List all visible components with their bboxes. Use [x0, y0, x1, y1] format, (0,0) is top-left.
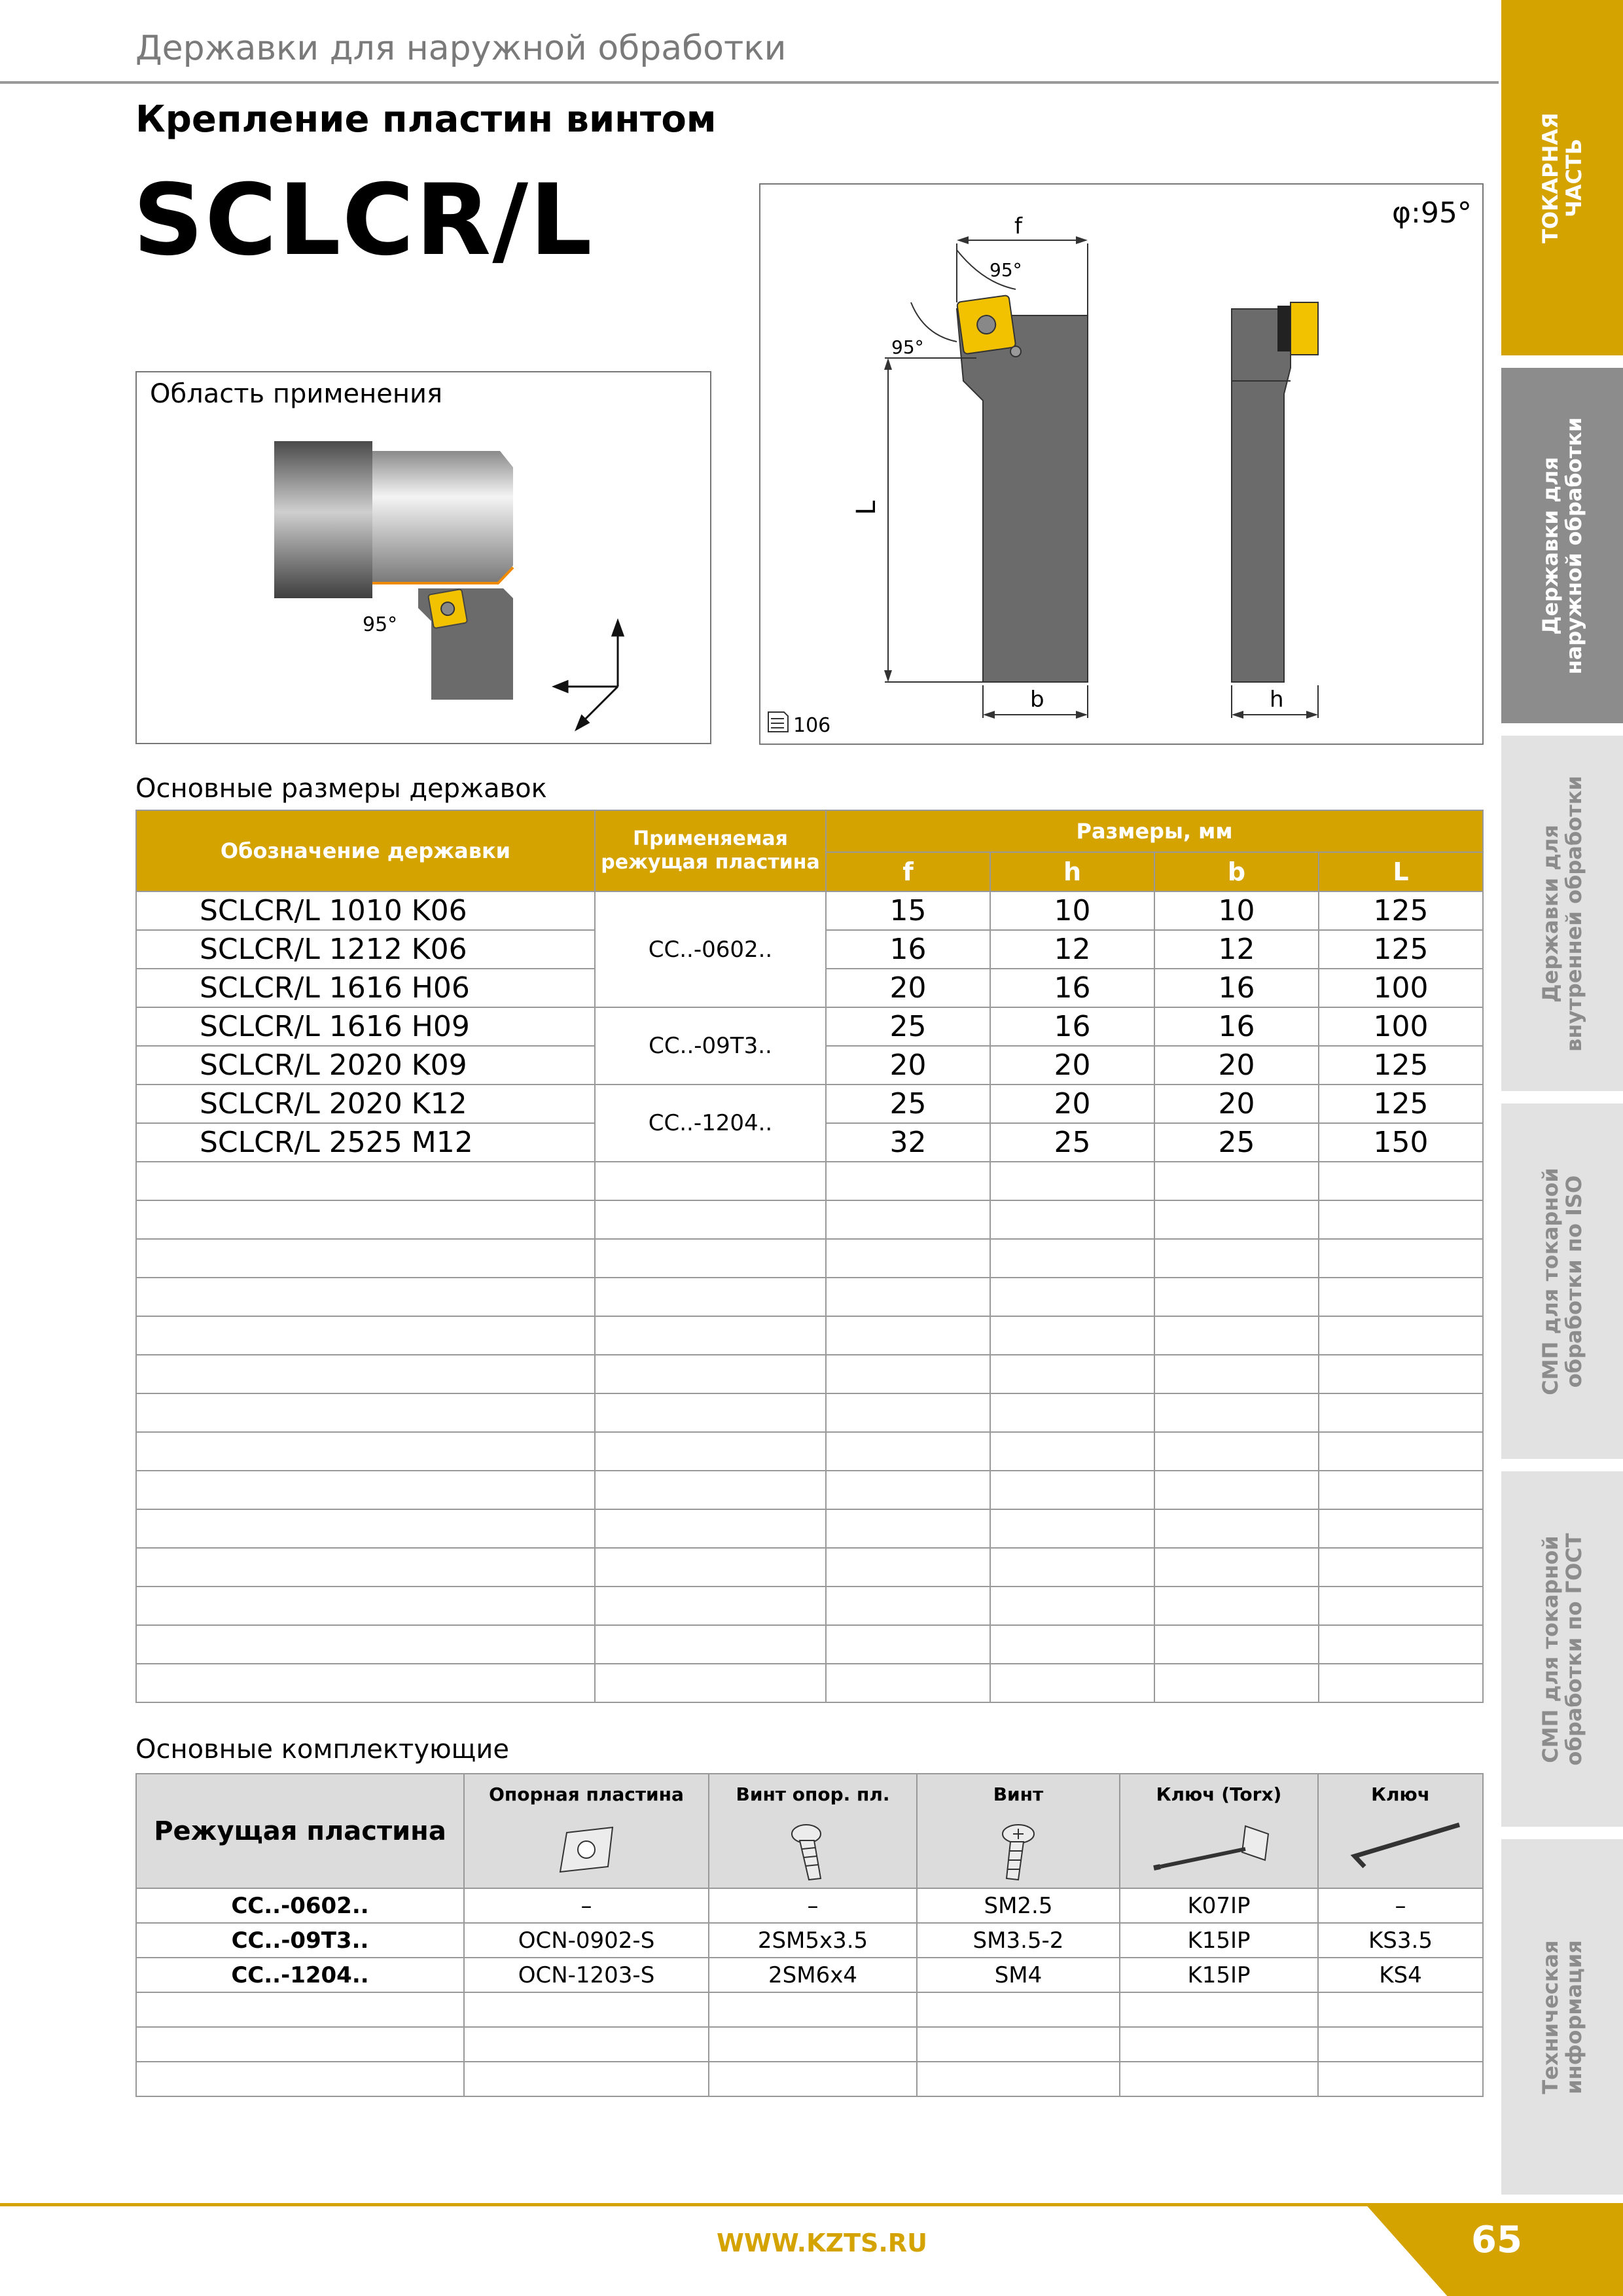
f-cell: 15 [826, 891, 990, 930]
empty-row [136, 1278, 1483, 1316]
h-cell: 20 [990, 1085, 1154, 1123]
designation-cell: SCLCR/L 1010 K06 [136, 891, 595, 930]
axes-icon [554, 621, 623, 729]
designation-cell: SCLCR/L 2020 K09 [136, 1046, 595, 1085]
application-angle: 95° [363, 613, 398, 636]
L-cell: 125 [1319, 1085, 1483, 1123]
tab-technical-info[interactable]: Техническая информация [1501, 1839, 1623, 2195]
table-row [136, 891, 1483, 930]
L-cell: 100 [1319, 1007, 1483, 1046]
chuck-shape [274, 441, 372, 598]
col-designation: Обозначение державки [136, 810, 595, 891]
dim-angle-top: 95° [990, 259, 1022, 281]
holder-front-shape [957, 309, 1088, 682]
empty-row [136, 1393, 1483, 1432]
dim-b: b [1030, 687, 1044, 713]
col-key: Ключ [1318, 1774, 1483, 1888]
page-ref: 106 [793, 714, 831, 737]
b-cell: 20 [1154, 1046, 1319, 1085]
h-cell: 25 [990, 1123, 1154, 1162]
dimensions-table [135, 810, 1484, 1703]
L-cell: 125 [1319, 930, 1483, 969]
tab-inserts-gost[interactable]: СМП для токарной обработки по ГОСТ [1501, 1471, 1623, 1827]
empty-row [136, 1316, 1483, 1355]
application-illustration [137, 372, 710, 743]
b-cell: 12 [1154, 930, 1319, 969]
holder-side-shape [1232, 309, 1291, 682]
tab-external-holders[interactable]: Державки для наружной обработки [1501, 368, 1623, 723]
insert-cell: CC..-1204.. [595, 1085, 826, 1162]
side-navigation [1501, 0, 1623, 2296]
empty-row [136, 1239, 1483, 1278]
f-cell: 25 [826, 1007, 990, 1046]
f-cell: 16 [826, 930, 990, 969]
hex-key-icon [1335, 1820, 1466, 1878]
section-header: Державки для наружной обработки [135, 29, 787, 68]
footer-url[interactable]: WWW.KZTS.RU [717, 2229, 927, 2257]
col-torx-key: Ключ (Torx) [1120, 1774, 1318, 1888]
col-f: f [826, 852, 990, 891]
empty-row [136, 1664, 1483, 1702]
tab-inserts-iso[interactable]: СМП для токарной обработки по ISO [1501, 1103, 1623, 1459]
dim-angle-left: 95° [891, 336, 924, 358]
components-table-title: Основные комплектующие [135, 1734, 509, 1765]
dim-h: h [1270, 687, 1284, 713]
col-L: L [1319, 852, 1483, 891]
L-cell: 125 [1319, 1046, 1483, 1085]
page-subtitle: Крепление пластин винтом [135, 98, 717, 141]
col-cutting-insert: Режущая пластина [136, 1774, 464, 1888]
designation-cell: SCLCR/L 2020 K12 [136, 1085, 595, 1123]
table-row: CC..-09T3.. OCN-0902-S 2SM5x3.5 SM3.5-2 K15IP KS3.5 [136, 1923, 1483, 1958]
table-row: CC..-1204.. OCN-1203-S 2SM6x4 SM4 K15IP KS4 [136, 1958, 1483, 1992]
page-title: SCLCR/L [133, 164, 594, 278]
table-row [136, 1007, 1483, 1046]
empty-row [136, 1992, 1483, 2027]
tab-internal-holders[interactable]: Державки для внутренней обработки [1501, 736, 1623, 1091]
torx-key-icon [1147, 1820, 1291, 1878]
drawing-svg [760, 185, 1482, 744]
empty-row [136, 2062, 1483, 2096]
designation-cell: SCLCR/L 1616 H06 [136, 969, 595, 1007]
f-cell: 20 [826, 969, 990, 1007]
col-h: h [990, 852, 1154, 891]
table-row [136, 1085, 1483, 1123]
L-cell: 100 [1319, 969, 1483, 1007]
empty-row [136, 1162, 1483, 1200]
technical-drawing [759, 183, 1484, 745]
L-cell: 125 [1319, 891, 1483, 930]
insert-cell: CC..-09T3.. [595, 1007, 826, 1085]
empty-row [136, 1587, 1483, 1625]
b-cell: 20 [1154, 1085, 1319, 1123]
side-insert-shape [1291, 302, 1318, 355]
b-cell: 16 [1154, 1007, 1319, 1046]
f-cell: 25 [826, 1085, 990, 1123]
L-cell: 150 [1319, 1123, 1483, 1162]
dim-L: L [851, 500, 882, 515]
insert-cell: CC..-0602.. [595, 891, 826, 1007]
empty-row [136, 1471, 1483, 1509]
support-screw-icon [787, 1820, 839, 1885]
h-cell: 16 [990, 969, 1154, 1007]
designation-cell: SCLCR/L 2525 M12 [136, 1123, 595, 1162]
b-cell: 25 [1154, 1123, 1319, 1162]
main-table-title: Основные размеры державок [135, 774, 547, 804]
b-cell: 16 [1154, 969, 1319, 1007]
application-label: Область применения [150, 379, 443, 409]
h-cell: 10 [990, 891, 1154, 930]
b-cell: 10 [1154, 891, 1319, 930]
empty-row [136, 1548, 1483, 1587]
workpiece-shape [372, 451, 513, 582]
empty-row [136, 1355, 1483, 1393]
phi-angle: φ:95° [1392, 196, 1472, 230]
col-b: b [1154, 852, 1319, 891]
h-cell: 12 [990, 930, 1154, 969]
empty-row [136, 1509, 1483, 1548]
col-screw: Винт [917, 1774, 1120, 1888]
screw-icon [992, 1820, 1044, 1885]
empty-row [136, 1432, 1483, 1471]
header-divider [0, 81, 1499, 84]
designation-cell: SCLCR/L 1212 K06 [136, 930, 595, 969]
tab-turning[interactable]: ТОКАРНАЯ ЧАСТЬ [1501, 0, 1623, 355]
application-area [135, 371, 711, 744]
components-table [135, 1773, 1484, 2097]
f-cell: 32 [826, 1123, 990, 1162]
support-plate-icon [550, 1820, 622, 1878]
designation-cell: SCLCR/L 1616 H09 [136, 1007, 595, 1046]
page-number: 65 [1471, 2219, 1522, 2261]
dim-f: f [1014, 213, 1022, 240]
page-ref-icon [768, 712, 788, 732]
col-support-plate: Опорная пластина [464, 1774, 709, 1888]
empty-row [136, 2027, 1483, 2062]
col-insert: Применяемая режущая пластина [595, 810, 826, 891]
table-row: CC..-0602.. – – SM2.5 K07IP – [136, 1888, 1483, 1923]
h-cell: 16 [990, 1007, 1154, 1046]
col-support-screw: Винт опор. пл. [709, 1774, 917, 1888]
f-cell: 20 [826, 1046, 990, 1085]
col-sizes: Размеры, мм [826, 810, 1483, 852]
h-cell: 20 [990, 1046, 1154, 1085]
empty-row [136, 1200, 1483, 1239]
empty-row [136, 1625, 1483, 1664]
